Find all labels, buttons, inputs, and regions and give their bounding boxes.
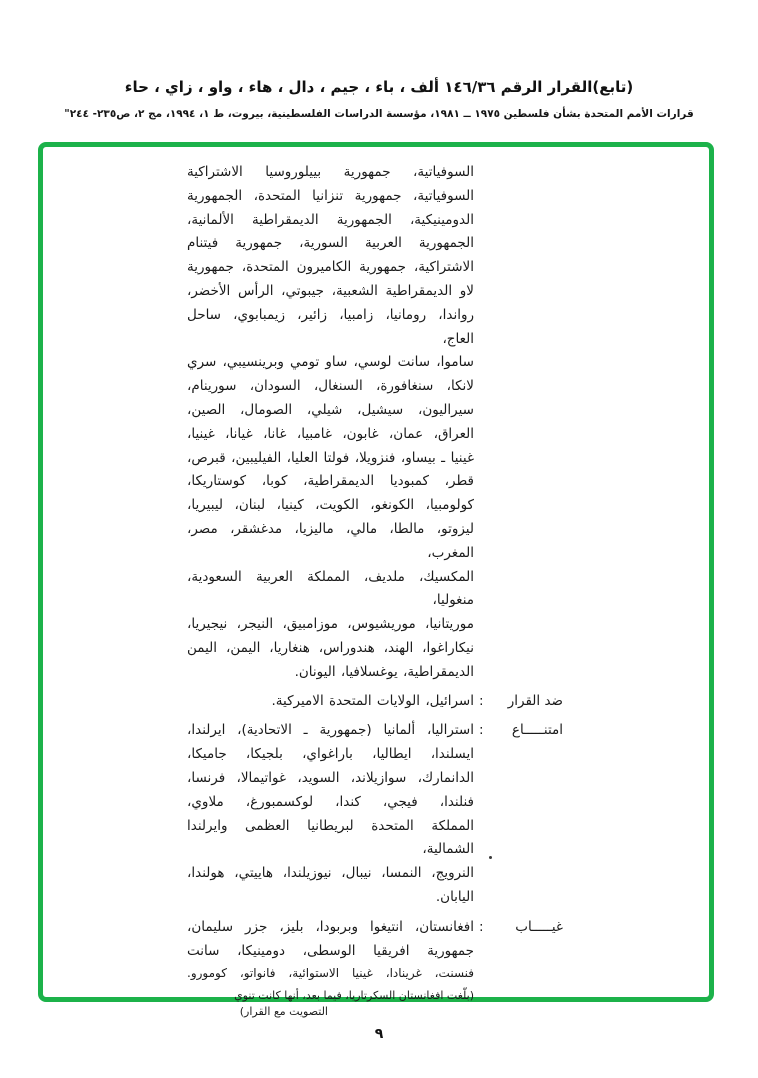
source-citation: قرارات الأمم المتحدة بشأن فلسطين ١٩٧٥ ــ ١٩٨١، مؤسسة الدراسات الفلسطينية، بيروت، ط ١، ١٩٩٤، مج ٢، ص٢٣٥- ٢٤٤" bbox=[64, 108, 694, 120]
text-line: ايسلندا، ايطاليا، باراغواي، بلجيكا، جاميكا، bbox=[187, 746, 474, 763]
text-line: نيكاراغوا، الهند، هندوراس، هنغاريا، اليمن، اليمن bbox=[187, 639, 474, 656]
label-text: ضد القرار bbox=[507, 692, 563, 709]
text-line: المملكة المتحدة لبريطانيا العظمى وايرلندا الشمالية، bbox=[187, 817, 474, 858]
resolution-vote-text bbox=[187, 161, 563, 1019]
text-line: سيراليون، سيشيل، شيلي، الصومال، الصين، bbox=[187, 401, 474, 418]
text-line: فنسنت، غرينادا، غينيا الاستوائية، فانواتو، كومورو. bbox=[187, 966, 474, 981]
text-line: رواندا، رومانيا، زامبيا، زائير، زيمبابوي، ساحل العاج، bbox=[187, 306, 474, 347]
text-line: النرويج، النمسا، نيبال، نيوزيلندا، هاييتي، هولندا، bbox=[187, 865, 474, 882]
section-against bbox=[187, 690, 563, 714]
section-absent bbox=[187, 916, 563, 1020]
text-line: افغانستان، انتيغوا وبربودا، بليز، جزر سليمان، bbox=[187, 918, 474, 935]
label-text: امتنـــــاع bbox=[511, 722, 563, 739]
text-line: فنلندا، فيجي، كندا، لوكسمبورغ، ملاوي، bbox=[187, 793, 474, 810]
document-title: (تابع)القرار الرقم ١٤٦/٣٦ ألف ، باء ، جيم ، دال ، هاء ، واو ، زاي ، حاء bbox=[124, 78, 634, 96]
text-line: الدومينيكية، الجمهورية الديمقراطية الألمانية، bbox=[187, 211, 474, 228]
ink-speck bbox=[489, 856, 492, 859]
section-label-absent bbox=[479, 916, 563, 940]
text-line: (بلّغت افغانستان السكرتاريا، فيما بعد، أنها كانت تنوي bbox=[234, 989, 474, 1003]
section-abstain bbox=[187, 719, 563, 909]
text-line: الدانمارك، سوازيلاند، السويد، غواتيمالا، فرنسا، bbox=[187, 769, 474, 786]
section-label-against bbox=[479, 690, 563, 714]
text-line: قطر، كمبوديا الديمقراطية، كوبا، كوستاريكا، bbox=[187, 473, 474, 490]
text-line: الديمقراطية، يوغسلافيا، اليونان. bbox=[294, 663, 474, 680]
text-line: اليابان. bbox=[435, 888, 474, 905]
label-colon: : bbox=[479, 722, 484, 739]
text-line: غينيا ـ بيساو، فنزويلا، فولتا العليا، الفيليبين، قبرص، bbox=[187, 449, 474, 466]
text-line: اسرائيل، الولايات المتحدة الاميركية. bbox=[271, 692, 474, 709]
text-line: الاشتراكية، جمهورية الكاميرون المتحدة، جمهورية bbox=[187, 259, 474, 276]
label-colon: : bbox=[479, 692, 484, 709]
text-line: السوفياتية، جمهورية تنزانيا المتحدة، الجمهورية bbox=[187, 187, 474, 204]
text-line: ساموا، سانت لوسي، ساو تومي وبرينسيبي، سري bbox=[187, 354, 474, 371]
label-colon: : bbox=[479, 918, 484, 935]
vote-for-continued-list bbox=[187, 161, 474, 685]
text-line: لاو الديمقراطية الشعبية، جيبوتي، الرأس الأخضر، bbox=[187, 282, 474, 299]
text-line: المكسيك، ملديف، المملكة العربية السعودية، منغوليا، bbox=[187, 568, 474, 609]
text-line: التصويت مع القرار) bbox=[239, 1004, 328, 1018]
text-line: العراق، عمان، غابون، غامبيا، غانا، غيانا، غينيا، bbox=[187, 425, 474, 442]
text-line: ليزوتو، مالطا، مالي، ماليزيا، مدغشقر، مصر، المغرب، bbox=[187, 520, 474, 561]
text-line: الجمهورية العربية السورية، جمهورية فيتنام bbox=[187, 235, 474, 252]
text-line: السوفياتية، جمهورية بييلوروسيا الاشتراكية bbox=[187, 164, 474, 180]
section-label-abstain bbox=[479, 719, 563, 743]
text-line: جمهورية افريقيا الوسطى، دومينيكا، سانت bbox=[187, 942, 474, 959]
secretariat-note bbox=[187, 988, 474, 1019]
text-line: كولومبيا، الكونغو، الكويت، كينيا، لبنان، ليبيريا، bbox=[187, 497, 474, 514]
text-line: موريتانيا، موريشيوس، موزامبيق، النيجر، نيجيريا، bbox=[187, 616, 474, 633]
label-text: غيـــــاب bbox=[515, 918, 563, 935]
text-line: لانكا، سنغافورة، السنغال، السودان، سورينام، bbox=[187, 378, 474, 395]
page-number: ٩ bbox=[374, 1026, 384, 1042]
text-line: استراليا، ألمانيا (جمهورية ـ الاتحادية)، ايرلندا، bbox=[187, 722, 474, 739]
